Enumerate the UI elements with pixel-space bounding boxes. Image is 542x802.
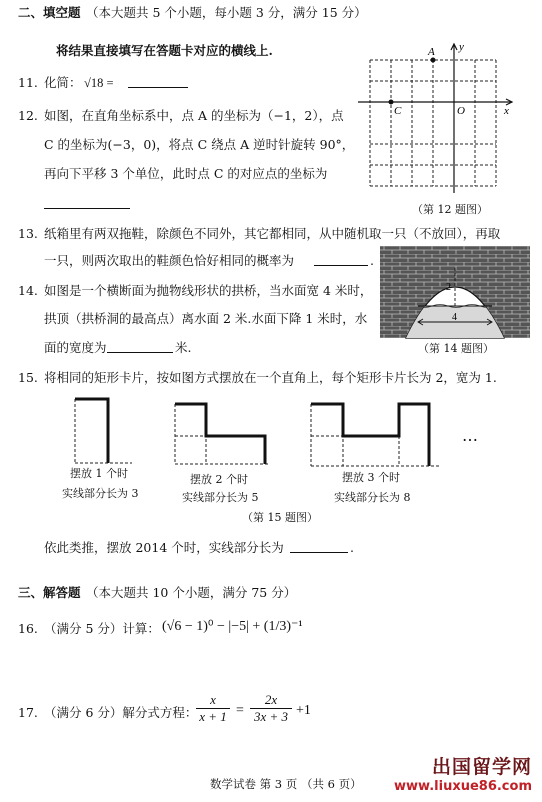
q15-line1: 将相同的矩形卡片，按如图方式摆放在一个直角上，每个矩形卡片长为 2，宽为 1. [44, 370, 497, 385]
watermark-url: www.liuxue86.com [394, 779, 532, 794]
q15-ellipsis: … [462, 426, 478, 445]
q16-expression: (√6 − 1)⁰ − |−5| + (1/3)⁻¹ [162, 619, 303, 634]
q13-line2-end: . [370, 253, 374, 268]
q11-answer-blank[interactable] [128, 75, 188, 88]
q14-line1: 如图是一个横断面为抛物线形状的拱桥，当水面宽 4 米时， [44, 283, 373, 298]
q12-line2: C 的坐标为(−3，0)，将点 C 绕点 A 逆时针旋转 90°， [44, 137, 355, 152]
q15-fig2-label-a: 摆放 2 个时 [190, 473, 248, 486]
q15-figure-3 [305, 398, 445, 470]
q11-expression: √18 = [84, 76, 114, 90]
q17-text: （满分 6 分）解分式方程： [44, 705, 198, 720]
q14-number: 14. [18, 283, 38, 298]
instruction: 将结果直接填写在答题卡对应的横线上. [56, 43, 273, 58]
q16-text: （满分 5 分）计算： [44, 621, 160, 636]
label-height: 2 [446, 282, 451, 293]
q17-frac1-denominator: x + 1 [196, 708, 230, 725]
label-x: x [504, 105, 509, 117]
section3-title: 三、解答题 [18, 585, 81, 600]
q14-bridge-figure [380, 246, 530, 341]
q14-line3a: 面的宽度为 [44, 340, 107, 355]
q15-fig1-label-a: 摆放 1 个时 [70, 467, 128, 480]
label-c: C [394, 105, 402, 117]
q17-number: 17. [18, 705, 38, 720]
q17-equals: = [236, 703, 244, 718]
q15-caption: （第 15 题图） [242, 511, 318, 524]
q13-number: 13. [18, 226, 38, 241]
q11-number: 11. [18, 75, 38, 90]
point-c [389, 100, 394, 105]
section2-title: 二、填空题 [18, 5, 81, 20]
q13-answer-blank[interactable] [314, 253, 368, 266]
q12-caption: （第 12 题图） [412, 203, 488, 216]
grid-lines [370, 60, 496, 186]
q15-answer-blank[interactable] [290, 540, 348, 553]
q17-frac2-denominator: 3x + 3 [250, 708, 292, 725]
q12-line1: 如图，在直角坐标系中，点 A 的坐标为（−1，2），点 [44, 108, 344, 123]
q15-line2a: 依此类推，摆放 2014 个时，实线部分长为 [44, 540, 284, 555]
q17-tail: +1 [296, 703, 311, 718]
watermark-logo [394, 752, 532, 794]
section2-note: （本大题共 5 个小题，每小题 3 分，满分 15 分） [86, 5, 367, 20]
q17-fraction-1 [196, 692, 230, 725]
q17-fraction-2 [250, 692, 292, 725]
q13-line2: 一只，则两次取出的鞋颜色恰好相同的概率为 [44, 253, 295, 268]
q12-answer-blank[interactable] [44, 196, 130, 209]
q14-answer-blank[interactable] [107, 340, 173, 353]
q14-line2: 拱顶（拱桥洞的最高点）离水面 2 米.水面下降 1 米时，水 [44, 311, 368, 326]
q13-line1: 纸箱里有两双拖鞋，除颜色不同外，其它都相同，从中随机取一只（不放回），再取 [44, 226, 501, 241]
q15-fig2-label-b: 实线部分长为 5 [182, 491, 259, 504]
q15-figure-1 [70, 395, 140, 465]
q12-grid-figure [350, 38, 520, 208]
q12-line3: 再向下平移 3 个单位，此时点 C 的对应点的坐标为 [44, 166, 328, 181]
label-a: A [428, 46, 435, 58]
q15-fig3-label-a: 摆放 3 个时 [342, 471, 400, 484]
label-y: y [459, 41, 464, 53]
q17-frac2-numerator: 2x [264, 692, 278, 707]
q17-frac1-numerator: x [210, 692, 216, 707]
q15-fig3-label-b: 实线部分长为 8 [334, 491, 411, 504]
label-width: 4 [452, 312, 457, 323]
q15-line2b: . [350, 540, 354, 555]
label-o: O [457, 105, 465, 117]
page-footer: 数学试卷 第 3 页 （共 6 页） [210, 777, 362, 791]
axes [358, 44, 512, 193]
watermark-site: 出国留学网 [431, 756, 532, 778]
q16-number: 16. [18, 621, 38, 636]
q11-text: 化简： [44, 75, 82, 90]
q15-fig1-label-b: 实线部分长为 3 [62, 487, 139, 500]
q12-number: 12. [18, 108, 38, 123]
q14-caption: （第 14 题图） [418, 342, 494, 355]
q15-figure-2 [170, 400, 280, 470]
point-a [431, 58, 436, 63]
section3-note: （本大题共 10 个小题，满分 75 分） [86, 585, 297, 600]
q15-number: 15. [18, 370, 38, 385]
q14-line3b: 米. [175, 340, 192, 355]
